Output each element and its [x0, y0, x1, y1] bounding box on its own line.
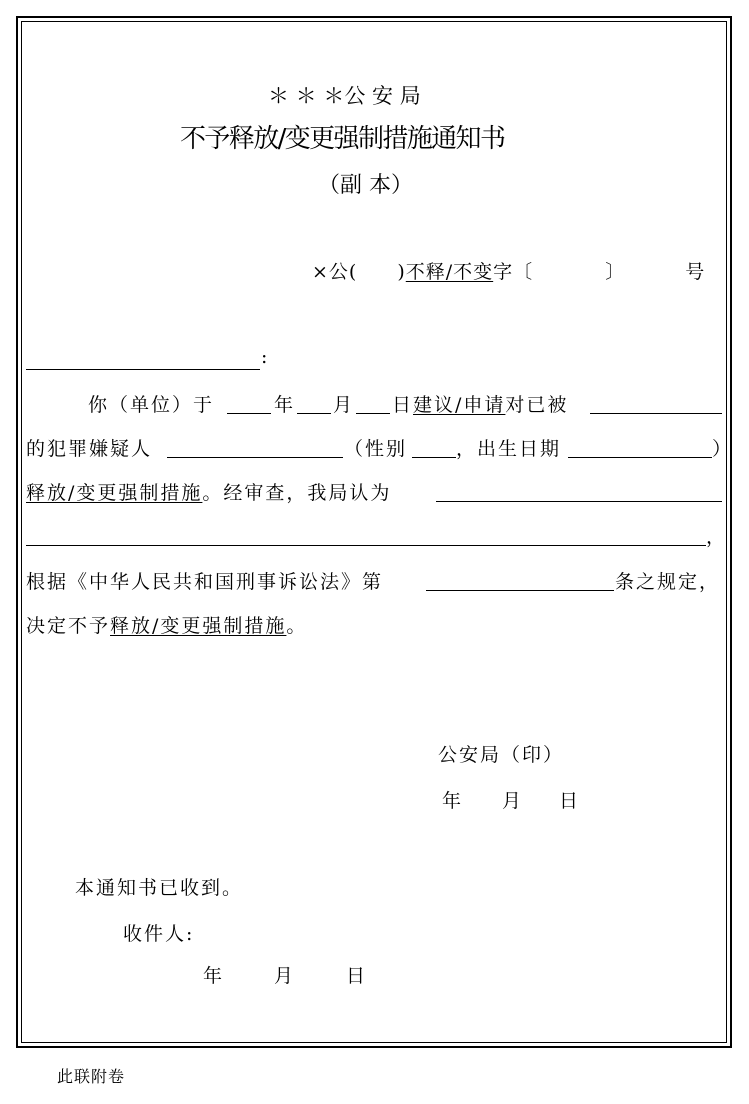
request-type: 建议/申请	[413, 394, 506, 416]
blank-year	[227, 413, 271, 414]
doc-number-prefix: ×公(	[312, 261, 358, 283]
receipt-date-year: 年	[203, 965, 225, 987]
label-day: 日	[392, 394, 414, 416]
body-line-3	[26, 478, 391, 505]
body-line-1-end: 对已被	[505, 394, 569, 416]
label-year: 年	[274, 394, 296, 416]
paren-close: ）	[712, 438, 734, 460]
receipt-date-month: 月	[274, 965, 296, 987]
doc-type-code: 不释/不变	[405, 261, 494, 283]
seal-date-day: 日	[559, 790, 581, 812]
recipient-blank	[26, 369, 260, 370]
document-title: 不予释放/变更强制措施通知书	[180, 124, 505, 154]
measure-type: 释放/变更强制措施	[26, 482, 203, 504]
measure-type-2: 释放/变更强制措施	[110, 615, 287, 637]
article-end: 条之规定，	[615, 571, 721, 593]
doc-number-close: )	[397, 261, 406, 283]
label-month: 月	[333, 394, 355, 416]
blank-reason-2	[26, 545, 706, 546]
bureau-name: ＊ ＊ ＊公 安 局	[268, 84, 421, 108]
label-gender: （性别	[344, 438, 408, 460]
reason-comma: ，	[706, 526, 728, 548]
blank-day	[356, 413, 390, 414]
blank-gender	[412, 457, 456, 458]
decision-period: 。	[286, 615, 308, 637]
doc-number-hao: 号	[685, 261, 706, 283]
body-line-2-start: 的犯罪嫌疑人	[26, 438, 153, 460]
recipient-colon: :	[261, 346, 270, 368]
body-line-1-mid	[392, 390, 568, 417]
decision-text: 决定不予	[26, 615, 111, 637]
seal-date-month: 月	[502, 790, 524, 812]
doc-number	[312, 257, 705, 284]
decision-line	[26, 611, 307, 638]
law-text: 根据《中华人民共和国刑事诉讼法》第	[26, 571, 384, 593]
blank-birth-date	[568, 457, 712, 458]
body-line-1-start: 你（单位）于	[88, 394, 215, 416]
blank-reason-1	[436, 501, 722, 502]
blank-prior-measure	[590, 413, 722, 414]
receipt-text: 本通知书已收到。	[75, 877, 244, 899]
footer-note: 此联附卷	[57, 1067, 126, 1086]
copy-type: （副 本）	[318, 173, 413, 198]
blank-month	[297, 413, 331, 414]
blank-suspect-name	[167, 457, 343, 458]
seal-date-year: 年	[442, 790, 464, 812]
doc-number-bracket-close: 〕	[605, 261, 626, 283]
recipient-label: 收件人:	[123, 923, 195, 945]
issuer-seal: 公安局（印）	[438, 744, 565, 766]
doc-number-zi: 字〔	[493, 261, 534, 283]
blank-article	[426, 590, 614, 591]
label-birth: ，出生日期	[456, 438, 562, 460]
receipt-date-day: 日	[346, 965, 368, 987]
review-text: 。经审查，我局认为	[202, 482, 392, 504]
